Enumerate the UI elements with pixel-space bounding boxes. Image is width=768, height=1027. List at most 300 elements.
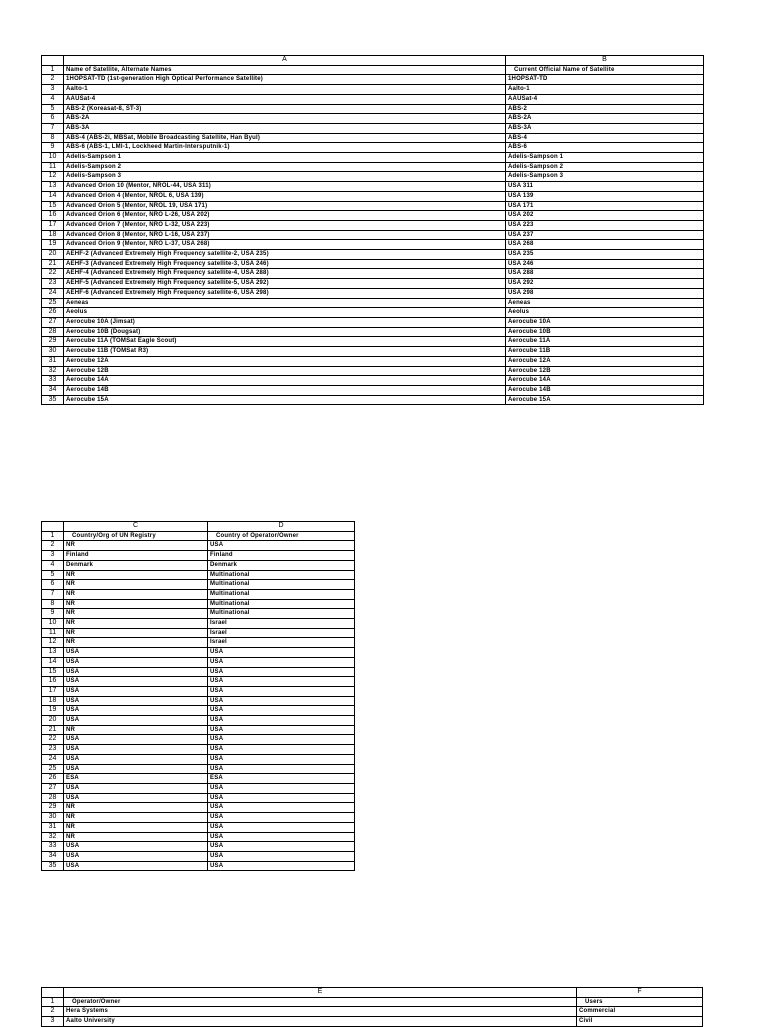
row-number[interactable]: 6 <box>42 580 64 590</box>
cell-first-value[interactable]: USA <box>64 783 208 793</box>
row-number[interactable]: 16 <box>42 677 64 687</box>
cell-first-value[interactable]: USA <box>64 764 208 774</box>
cell-first-value[interactable]: USA <box>64 667 208 677</box>
cell-second-value[interactable]: USA <box>208 725 355 735</box>
table-row <box>42 735 355 745</box>
cell-first-value[interactable]: USA <box>64 793 208 803</box>
cell-second-value[interactable]: Israel <box>208 628 355 638</box>
cell-second-value[interactable]: USA 288 <box>506 269 704 279</box>
row-number[interactable]: 17 <box>42 686 64 696</box>
cell-second-value[interactable]: USA <box>208 745 355 755</box>
corner-cell <box>42 56 64 66</box>
cell-second-value[interactable]: USA <box>208 696 355 706</box>
table-row <box>42 240 704 250</box>
table-row <box>42 1007 703 1017</box>
row-number[interactable]: 28 <box>42 793 64 803</box>
table-row <box>42 774 355 784</box>
header-cell-un-registry[interactable]: Country/Org of UN Registry <box>64 531 208 541</box>
cell-first-value[interactable]: ABS-2 (Koreasat-8, ST-3) <box>64 104 506 114</box>
cell-first-value[interactable]: Aerocube 12B <box>64 366 506 376</box>
row-number[interactable]: 22 <box>42 269 64 279</box>
row-number[interactable]: 9 <box>42 143 64 153</box>
cell-second-value[interactable]: USA 202 <box>506 211 704 221</box>
row-number[interactable]: 18 <box>42 696 64 706</box>
cell-second-value[interactable]: Aerocube 10B <box>506 327 704 337</box>
table-row <box>42 667 355 677</box>
row-number[interactable]: 21 <box>42 725 64 735</box>
row-number[interactable]: 3 <box>42 1017 64 1027</box>
cell-first-value[interactable]: NR <box>64 570 208 580</box>
table-row <box>42 628 355 638</box>
cell-second-value[interactable]: Aeneas <box>506 298 704 308</box>
cell-first-value[interactable]: 1HOPSAT-TD (1st-generation High Optical Performance Satellite) <box>64 75 506 85</box>
cell-first-value[interactable]: USA <box>64 677 208 687</box>
cell-second-value[interactable]: USA 237 <box>506 230 704 240</box>
cell-second-value[interactable]: USA <box>208 716 355 726</box>
cell-second-value[interactable]: Aerocube 12A <box>506 356 704 366</box>
table-row <box>42 230 704 240</box>
table-row <box>42 356 704 366</box>
row-number[interactable]: 34 <box>42 851 64 861</box>
row-number[interactable]: 12 <box>42 172 64 182</box>
row-number[interactable]: 12 <box>42 638 64 648</box>
table-row <box>42 201 704 211</box>
table-row <box>42 609 355 619</box>
cell-first-value[interactable]: USA <box>64 842 208 852</box>
corner-cell <box>42 522 64 532</box>
cell-first-value[interactable]: NR <box>64 822 208 832</box>
row-number[interactable]: 31 <box>42 822 64 832</box>
cell-first-value[interactable]: Advanced Orion 5 (Mentor, NROL 19, USA 171) <box>64 201 506 211</box>
row-number[interactable]: 9 <box>42 609 64 619</box>
table-row <box>42 269 704 279</box>
cell-first-value[interactable]: Aerocube 11B (TOMSat R3) <box>64 347 506 357</box>
table-row <box>42 793 355 803</box>
cell-second-value[interactable]: USA 246 <box>506 259 704 269</box>
cell-first-value[interactable]: Advanced Orion 9 (Mentor, NRO L-37, USA 268) <box>64 240 506 250</box>
table-row <box>42 696 355 706</box>
row-number[interactable]: 35 <box>42 395 64 405</box>
row-number[interactable]: 7 <box>42 123 64 133</box>
cell-first-value[interactable]: Aerocube 10B (Dougsat) <box>64 327 506 337</box>
cell-first-value[interactable]: Aerocube 14A <box>64 376 506 386</box>
row-number[interactable]: 34 <box>42 385 64 395</box>
table-row <box>42 783 355 793</box>
cell-second-value[interactable]: USA <box>208 803 355 813</box>
table-row <box>42 803 355 813</box>
cell-second-value[interactable]: USA <box>208 842 355 852</box>
cell-second-value[interactable]: Adelis-Sampson 2 <box>506 162 704 172</box>
column-header-row <box>42 988 703 998</box>
table-row <box>42 337 704 347</box>
cell-first-value[interactable]: USA <box>64 735 208 745</box>
cell-second-value[interactable]: Adelis-Sampson 3 <box>506 172 704 182</box>
cell-first-value[interactable]: Aerocube 11A (TOMSat Eagle Scout) <box>64 337 506 347</box>
cell-second-value[interactable]: Multinational <box>208 580 355 590</box>
row-number[interactable]: 2 <box>42 541 64 551</box>
table-row <box>42 162 704 172</box>
cell-first-value[interactable]: Aerocube 12A <box>64 356 506 366</box>
row-number[interactable]: 15 <box>42 201 64 211</box>
row-number[interactable]: 1 <box>42 65 64 75</box>
header-cell-name-of-satellite[interactable]: Name of Satellite, Alternate Names <box>64 65 506 75</box>
table-row <box>42 279 704 289</box>
cell-first-value[interactable]: USA <box>64 851 208 861</box>
cell-second-value[interactable]: Multinational <box>208 599 355 609</box>
cell-second-value[interactable]: Aerocube 10A <box>506 317 704 327</box>
column-header-d[interactable]: D <box>208 522 355 532</box>
cell-first-value[interactable]: Advanced Orion 10 (Mentor, NROL-44, USA 311) <box>64 182 506 192</box>
table-row <box>42 191 704 201</box>
cell-second-value[interactable]: ABS-3A <box>506 123 704 133</box>
cell-first-value[interactable]: AEHF-5 (Advanced Extremely High Frequency satellite-5, USA 292) <box>64 279 506 289</box>
cell-second-value[interactable]: USA 235 <box>506 250 704 260</box>
row-number[interactable]: 17 <box>42 220 64 230</box>
table-row <box>42 745 355 755</box>
cell-second-value[interactable]: ABS-2 <box>506 104 704 114</box>
cell-second-value[interactable]: USA <box>208 541 355 551</box>
row-number[interactable]: 6 <box>42 114 64 124</box>
table-row <box>42 754 355 764</box>
table-row <box>42 288 704 298</box>
cell-second-value[interactable]: USA <box>208 686 355 696</box>
table-row <box>42 677 355 687</box>
cell-second-value[interactable]: USA <box>208 822 355 832</box>
row-number[interactable]: 27 <box>42 317 64 327</box>
cell-second-value[interactable]: Multinational <box>208 589 355 599</box>
cell-second-value[interactable]: Aalto-1 <box>506 85 704 95</box>
cell-second-value[interactable]: USA 171 <box>506 201 704 211</box>
cell-first-value[interactable]: Hera Systems <box>64 1007 577 1017</box>
cell-first-value[interactable]: ABS-6 (ABS-1, LMI-1, Lockheed Martin-Intersputnik-1) <box>64 143 506 153</box>
row-number[interactable]: 15 <box>42 667 64 677</box>
table-row <box>42 347 704 357</box>
cell-second-value[interactable]: Israel <box>208 638 355 648</box>
row-number[interactable]: 19 <box>42 240 64 250</box>
column-header-a[interactable]: A <box>64 56 506 66</box>
cell-second-value[interactable]: USA 311 <box>506 182 704 192</box>
header-row <box>42 65 704 75</box>
cell-second-value[interactable]: Israel <box>208 619 355 629</box>
cell-second-value[interactable]: Aerocube 11B <box>506 347 704 357</box>
cell-first-value[interactable]: NR <box>64 628 208 638</box>
header-cell-operator-owner[interactable]: Operator/Owner <box>64 997 577 1007</box>
cell-first-value[interactable]: Advanced Orion 4 (Mentor, NROL 6, USA 139) <box>64 191 506 201</box>
table-row <box>42 172 704 182</box>
table-row <box>42 75 704 85</box>
table-row <box>42 764 355 774</box>
column-header-f[interactable]: F <box>577 988 703 998</box>
table-row <box>42 308 704 318</box>
cell-first-value[interactable]: ABS-2A <box>64 114 506 124</box>
cell-first-value[interactable]: Aerocube 14B <box>64 385 506 395</box>
cell-second-value[interactable]: Multinational <box>208 609 355 619</box>
cell-second-value[interactable]: Adelis-Sampson 1 <box>506 153 704 163</box>
header-cell-operator-country[interactable]: Country of Operator/Owner <box>208 531 355 541</box>
table-row <box>42 725 355 735</box>
cell-first-value[interactable]: ABS-4 (ABS-2i, MBSat, Mobile Broadcasting Satellite, Han Byul) <box>64 133 506 143</box>
row-number[interactable]: 11 <box>42 628 64 638</box>
row-number[interactable]: 35 <box>42 861 64 871</box>
row-number[interactable]: 28 <box>42 327 64 337</box>
row-number[interactable]: 10 <box>42 619 64 629</box>
cell-second-value[interactable]: Aerocube 11A <box>506 337 704 347</box>
cell-second-value[interactable]: Finland <box>208 551 355 561</box>
table-row <box>42 385 704 395</box>
row-number[interactable]: 26 <box>42 308 64 318</box>
cell-second-value[interactable]: ESA <box>208 774 355 784</box>
cell-second-value[interactable]: ABS-4 <box>506 133 704 143</box>
row-number[interactable]: 4 <box>42 560 64 570</box>
cell-second-value[interactable]: USA <box>208 667 355 677</box>
row-number[interactable]: 20 <box>42 716 64 726</box>
table-row <box>42 686 355 696</box>
row-number[interactable]: 5 <box>42 570 64 580</box>
table-row <box>42 123 704 133</box>
cell-second-value[interactable]: Commercial <box>577 1007 703 1017</box>
row-number[interactable]: 30 <box>42 347 64 357</box>
table-row <box>42 551 355 561</box>
table-row <box>42 716 355 726</box>
cell-second-value[interactable]: USA <box>208 754 355 764</box>
cell-first-value[interactable]: NR <box>64 599 208 609</box>
cell-first-value[interactable]: ESA <box>64 774 208 784</box>
cell-second-value[interactable]: Aerocube 12B <box>506 366 704 376</box>
row-number[interactable]: 14 <box>42 191 64 201</box>
row-number[interactable]: 33 <box>42 842 64 852</box>
cell-second-value[interactable]: USA <box>208 648 355 658</box>
table-row <box>42 133 704 143</box>
row-number[interactable]: 8 <box>42 133 64 143</box>
table-row <box>42 327 704 337</box>
header-cell-official-name[interactable]: Current Official Name of Satellite <box>506 65 704 75</box>
cell-first-value[interactable]: NR <box>64 638 208 648</box>
row-number[interactable]: 24 <box>42 288 64 298</box>
cell-first-value[interactable]: Adelis-Sampson 1 <box>64 153 506 163</box>
cell-first-value[interactable]: Adelis-Sampson 3 <box>64 172 506 182</box>
cell-first-value[interactable]: Aeneas <box>64 298 506 308</box>
cell-first-value[interactable]: USA <box>64 696 208 706</box>
cell-first-value[interactable]: AEHF-2 (Advanced Extremely High Frequency satellite-2, USA 235) <box>64 250 506 260</box>
cell-second-value[interactable]: USA 292 <box>506 279 704 289</box>
row-number[interactable]: 5 <box>42 104 64 114</box>
cell-second-value[interactable]: Aerocube 14B <box>506 385 704 395</box>
row-number[interactable]: 31 <box>42 356 64 366</box>
cell-second-value[interactable]: USA <box>208 832 355 842</box>
table-row <box>42 619 355 629</box>
table-row <box>42 541 355 551</box>
cell-second-value[interactable]: Denmark <box>208 560 355 570</box>
row-number[interactable]: 14 <box>42 657 64 667</box>
row-number[interactable]: 32 <box>42 832 64 842</box>
column-header-c[interactable]: C <box>64 522 208 532</box>
table-row <box>42 376 704 386</box>
row-number[interactable]: 1 <box>42 997 64 1007</box>
cell-first-value[interactable]: NR <box>64 541 208 551</box>
row-number[interactable]: 32 <box>42 366 64 376</box>
column-header-e[interactable]: E <box>64 988 577 998</box>
cell-second-value[interactable]: USA 298 <box>506 288 704 298</box>
cell-second-value[interactable]: USA <box>208 861 355 871</box>
table-row <box>42 182 704 192</box>
row-number[interactable]: 2 <box>42 75 64 85</box>
row-number[interactable]: 13 <box>42 182 64 192</box>
cell-first-value[interactable]: Aerocube 15A <box>64 395 506 405</box>
cell-second-value[interactable]: ABS-6 <box>506 143 704 153</box>
row-number[interactable]: 3 <box>42 85 64 95</box>
table-row <box>42 395 704 405</box>
cell-first-value[interactable]: Finland <box>64 551 208 561</box>
table-row <box>42 589 355 599</box>
row-number[interactable]: 25 <box>42 764 64 774</box>
cell-first-value[interactable]: NR <box>64 725 208 735</box>
cell-first-value[interactable]: NR <box>64 589 208 599</box>
cell-second-value[interactable]: USA <box>208 813 355 823</box>
table-row <box>42 85 704 95</box>
table-row <box>42 657 355 667</box>
row-number[interactable]: 22 <box>42 735 64 745</box>
cell-first-value[interactable]: USA <box>64 657 208 667</box>
cell-first-value[interactable]: Aerocube 10A (Jimsat) <box>64 317 506 327</box>
row-number[interactable]: 23 <box>42 279 64 289</box>
column-header-row <box>42 522 355 532</box>
cell-second-value[interactable]: USA 268 <box>506 240 704 250</box>
row-number[interactable]: 26 <box>42 774 64 784</box>
cell-second-value[interactable]: Aerocube 14A <box>506 376 704 386</box>
cell-second-value[interactable]: USA 223 <box>506 220 704 230</box>
table-row <box>42 842 355 852</box>
cell-first-value[interactable]: NR <box>64 813 208 823</box>
cell-second-value[interactable]: USA <box>208 657 355 667</box>
cell-second-value[interactable]: USA <box>208 735 355 745</box>
cell-first-value[interactable]: NR <box>64 832 208 842</box>
cell-first-value[interactable]: AAUSat-4 <box>64 94 506 104</box>
row-number[interactable]: 25 <box>42 298 64 308</box>
cell-first-value[interactable]: USA <box>64 706 208 716</box>
cell-first-value[interactable]: USA <box>64 861 208 871</box>
row-number[interactable]: 8 <box>42 599 64 609</box>
cell-second-value[interactable]: 1HOPSAT-TD <box>506 75 704 85</box>
row-number[interactable]: 20 <box>42 250 64 260</box>
cell-second-value[interactable]: AAUSat-4 <box>506 94 704 104</box>
sheet-section-a-b <box>41 55 704 405</box>
row-number[interactable]: 18 <box>42 230 64 240</box>
row-number[interactable]: 33 <box>42 376 64 386</box>
table-row <box>42 851 355 861</box>
cell-first-value[interactable]: USA <box>64 754 208 764</box>
row-number[interactable]: 21 <box>42 259 64 269</box>
cell-second-value[interactable]: USA <box>208 706 355 716</box>
cell-first-value[interactable]: USA <box>64 745 208 755</box>
cell-second-value[interactable]: USA <box>208 783 355 793</box>
table-row <box>42 94 704 104</box>
table-row <box>42 114 704 124</box>
cell-first-value[interactable]: NR <box>64 803 208 813</box>
table-row <box>42 560 355 570</box>
row-number[interactable]: 2 <box>42 1007 64 1017</box>
cell-first-value[interactable]: NR <box>64 609 208 619</box>
table-row <box>42 220 704 230</box>
table-row <box>42 832 355 842</box>
header-row <box>42 997 703 1007</box>
cell-second-value[interactable]: Aeolus <box>506 308 704 318</box>
header-cell-users[interactable]: Users <box>577 997 703 1007</box>
cell-first-value[interactable]: Denmark <box>64 560 208 570</box>
table-row <box>42 706 355 716</box>
cell-first-value[interactable]: NR <box>64 580 208 590</box>
cell-first-value[interactable]: USA <box>64 716 208 726</box>
cell-first-value[interactable]: USA <box>64 686 208 696</box>
cell-second-value[interactable]: USA <box>208 677 355 687</box>
cell-first-value[interactable]: Adelis-Sampson 2 <box>64 162 506 172</box>
cell-first-value[interactable]: NR <box>64 619 208 629</box>
cell-first-value[interactable]: Advanced Orion 6 (Mentor, NRO L-26, USA 202) <box>64 211 506 221</box>
row-number[interactable]: 23 <box>42 745 64 755</box>
column-header-b[interactable]: B <box>506 56 704 66</box>
cell-second-value[interactable]: USA 139 <box>506 191 704 201</box>
sheet-section-c-d <box>41 521 355 871</box>
cell-first-value[interactable]: Aalto University <box>64 1017 577 1027</box>
cell-second-value[interactable]: USA <box>208 764 355 774</box>
row-number[interactable]: 29 <box>42 803 64 813</box>
cell-first-value[interactable]: AEHF-4 (Advanced Extremely High Frequency satellite-4, USA 288) <box>64 269 506 279</box>
row-number[interactable]: 13 <box>42 648 64 658</box>
cell-second-value[interactable]: Multinational <box>208 570 355 580</box>
row-number[interactable]: 11 <box>42 162 64 172</box>
table-row <box>42 1017 703 1027</box>
cell-first-value[interactable]: Aalto-1 <box>64 85 506 95</box>
table-row <box>42 259 704 269</box>
row-number[interactable]: 30 <box>42 813 64 823</box>
table-row <box>42 813 355 823</box>
table-row <box>42 366 704 376</box>
row-number[interactable]: 29 <box>42 337 64 347</box>
row-number[interactable]: 4 <box>42 94 64 104</box>
cell-first-value[interactable]: USA <box>64 648 208 658</box>
row-number[interactable]: 7 <box>42 589 64 599</box>
table-row <box>42 570 355 580</box>
cell-first-value[interactable]: AEHF-3 (Advanced Extremely High Frequency satellite-3, USA 246) <box>64 259 506 269</box>
cell-second-value[interactable]: Aerocube 15A <box>506 395 704 405</box>
row-number[interactable]: 1 <box>42 531 64 541</box>
cell-first-value[interactable]: ABS-3A <box>64 123 506 133</box>
cell-second-value[interactable]: USA <box>208 851 355 861</box>
table-row <box>42 211 704 221</box>
table-row <box>42 822 355 832</box>
row-number[interactable]: 10 <box>42 153 64 163</box>
cell-first-value[interactable]: Advanced Orion 7 (Mentor, NRO L-32, USA 223) <box>64 220 506 230</box>
row-number[interactable]: 27 <box>42 783 64 793</box>
row-number[interactable]: 3 <box>42 551 64 561</box>
row-number[interactable]: 19 <box>42 706 64 716</box>
table-row <box>42 104 704 114</box>
cell-second-value[interactable]: ABS-2A <box>506 114 704 124</box>
cell-first-value[interactable]: Advanced Orion 8 (Mentor, NRO L-16, USA 237) <box>64 230 506 240</box>
table-row <box>42 317 704 327</box>
cell-first-value[interactable]: Aeolus <box>64 308 506 318</box>
cell-second-value[interactable]: Civil <box>577 1017 703 1027</box>
corner-cell <box>42 988 64 998</box>
table-row <box>42 143 704 153</box>
table-row <box>42 861 355 871</box>
table-row <box>42 580 355 590</box>
row-number[interactable]: 16 <box>42 211 64 221</box>
row-number[interactable]: 24 <box>42 754 64 764</box>
cell-first-value[interactable]: AEHF-6 (Advanced Extremely High Frequency satellite-6, USA 298) <box>64 288 506 298</box>
table-row <box>42 298 704 308</box>
cell-second-value[interactable]: USA <box>208 793 355 803</box>
table-row <box>42 153 704 163</box>
